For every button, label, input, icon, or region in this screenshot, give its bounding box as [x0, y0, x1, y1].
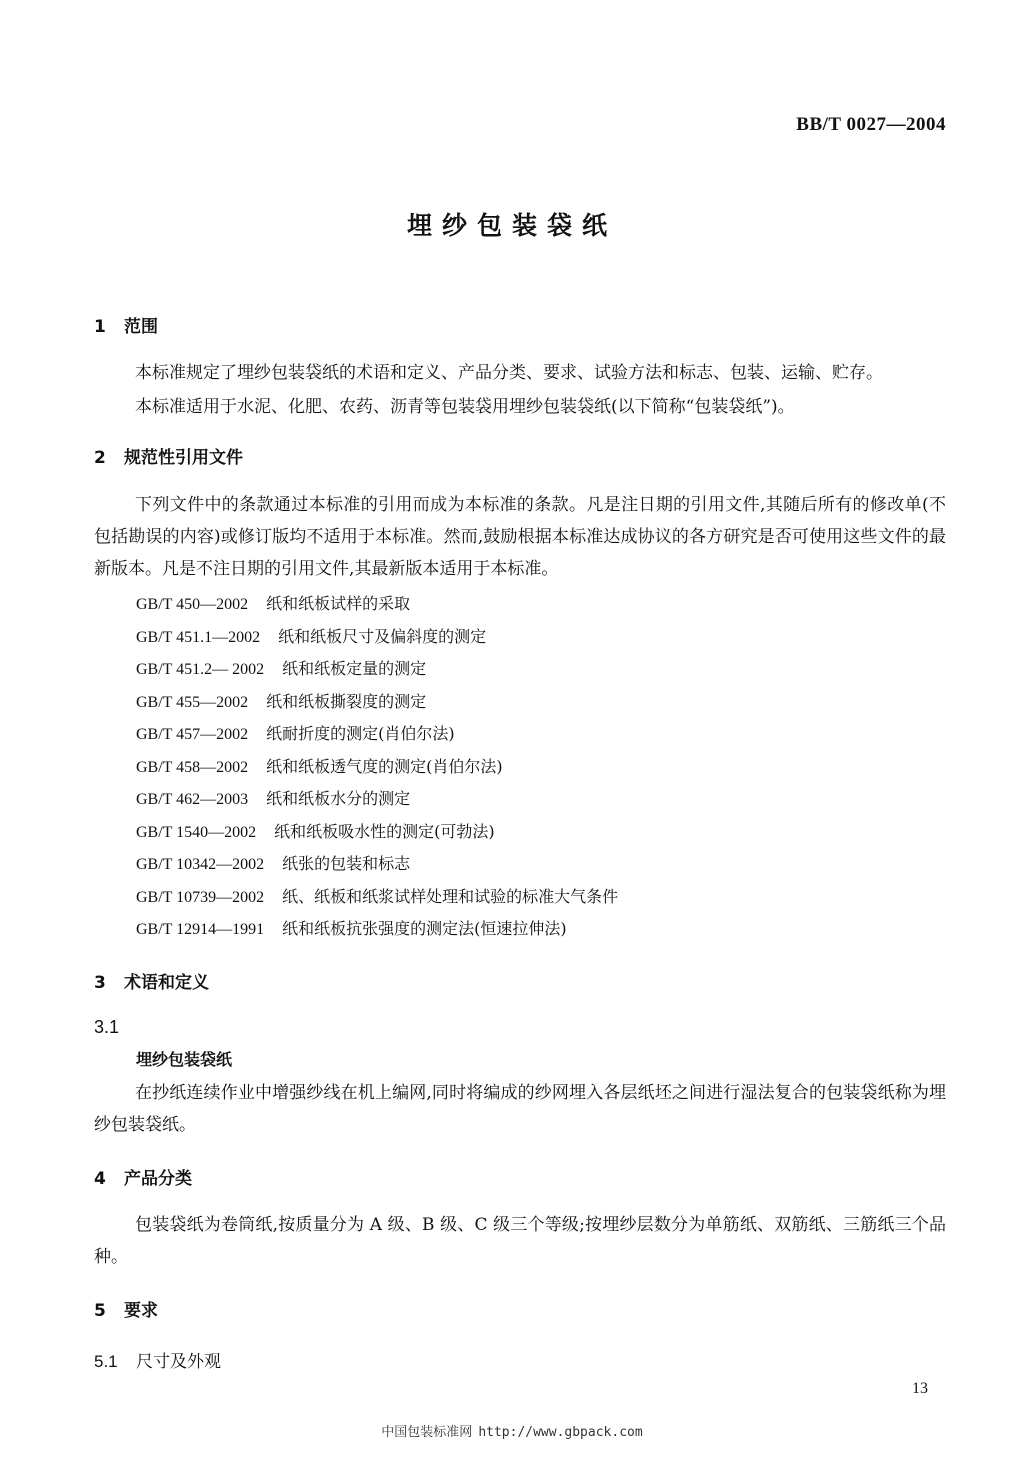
list-item: [136, 816, 618, 849]
scope-paragraph-2: 本标准适用于水泥、化肥、农药、沥青等包装袋用埋纱包装袋纸(以下简称“包装袋纸”)。: [135, 397, 795, 417]
reference-title: 纸和纸板吸水性的测定(可勃法): [274, 821, 495, 841]
section-number: 4: [94, 1169, 106, 1189]
scope-paragraph-1: 本标准规定了埋纱包装袋纸的术语和定义、产品分类、要求、试验方法和标志、包装、运输、贮存。: [135, 363, 883, 383]
reference-title: 纸和纸板定量的测定: [282, 659, 427, 678]
reference-title: 纸和纸板水分的测定: [266, 789, 411, 808]
reference-title: 纸和纸板试样的采取: [266, 594, 411, 613]
section-title: 术语和定义: [124, 973, 209, 993]
reference-code: GB/T 451.2— 2002: [136, 661, 265, 678]
section-heading-scope: [94, 312, 158, 337]
term-name: 埋纱包装袋纸: [136, 1050, 233, 1069]
reference-code: GB/T 455—2002: [136, 693, 249, 711]
list-item: [136, 848, 618, 881]
footer-site-name: 中国包装标准网: [381, 1425, 473, 1440]
reference-title: 纸、纸板和纸浆试样处理和试验的标准大气条件: [282, 886, 619, 906]
list-item: [136, 653, 618, 686]
list-item: [136, 751, 618, 784]
section-number: 1: [94, 317, 106, 337]
page-footer: [0, 1421, 1024, 1440]
reference-title: 纸和纸板撕裂度的测定: [266, 691, 427, 711]
references-paragraph: 下列文件中的条款通过本标准的引用而成为本标准的条款。凡是注日期的引用文件,其随后所有的修改单(不包括勘误的内容)或修订版均不适用于本标准。然而,鼓励根据本标准达成协议的各方研究是否可使用这些文件的最新版本。凡是不注日期的引用文件,其最新版本适用于本标准。: [94, 495, 946, 579]
list-item: [136, 588, 618, 621]
list-item: [136, 913, 618, 946]
section-number: 3: [94, 973, 106, 993]
subsection-number: 5.1: [94, 1352, 118, 1371]
section-heading-requirements: [94, 1296, 158, 1321]
section-heading-references: [94, 443, 243, 468]
section-heading-classification: [94, 1164, 192, 1189]
reference-code: GB/T 451.1—2002: [136, 628, 261, 646]
term-number: 3.1: [94, 1017, 120, 1037]
list-item: [136, 621, 618, 654]
section-title: 范围: [124, 317, 158, 337]
list-item: [136, 783, 618, 816]
reference-code: GB/T 1540—2002: [136, 823, 257, 841]
section-number: 5: [94, 1301, 106, 1321]
reference-code: GB/T 458—2002: [136, 758, 249, 776]
section-number: 2: [94, 448, 106, 468]
section-heading-terms: [94, 968, 209, 993]
reference-code: GB/T 450—2002: [136, 596, 249, 613]
reference-list: [136, 588, 618, 946]
reference-code: GB/T 457—2002: [136, 726, 249, 743]
section-title: 规范性引用文件: [124, 448, 243, 468]
list-item: [136, 718, 618, 751]
subsection-heading-dimensions: [94, 1347, 221, 1372]
reference-code: GB/T 10342—2002: [136, 856, 265, 873]
footer-url: http://www.gbpack.com: [478, 1425, 643, 1440]
reference-title: 纸和纸板透气度的测定(肖伯尔法): [266, 756, 503, 776]
document-title: 埋纱包装袋纸: [406, 211, 617, 240]
reference-code: GB/T 10739—2002: [136, 888, 265, 906]
reference-code: GB/T 462—2003: [136, 791, 249, 808]
page-number: 13: [912, 1380, 928, 1397]
reference-title: 纸和纸板抗张强度的测定法(恒速拉伸法): [282, 919, 567, 938]
standard-number: BB/T 0027—2004: [796, 114, 946, 135]
term-definition: 在抄纸连续作业中增强纱线在机上编网,同时将编成的纱网埋入各层纸坯之间进行湿法复合的包装袋纸称为埋纱包装袋纸。: [94, 1083, 946, 1135]
subsection-title: 尺寸及外观: [136, 1352, 221, 1372]
reference-title: 纸张的包装和标志: [282, 854, 411, 873]
section-title: 产品分类: [124, 1169, 192, 1189]
classification-paragraph: 包装袋纸为卷筒纸,按质量分为 A 级、B 级、C 级三个等级;按埋纱层数分为单筋纸、双筋纸、三筋纸三个品种。: [94, 1215, 946, 1267]
reference-code: GB/T 12914—1991: [136, 921, 265, 938]
reference-title: 纸和纸板尺寸及偏斜度的测定: [278, 626, 487, 646]
list-item: [136, 686, 618, 719]
list-item: [136, 881, 618, 914]
section-title: 要求: [124, 1301, 158, 1321]
reference-title: 纸耐折度的测定(肖伯尔法): [266, 724, 455, 743]
